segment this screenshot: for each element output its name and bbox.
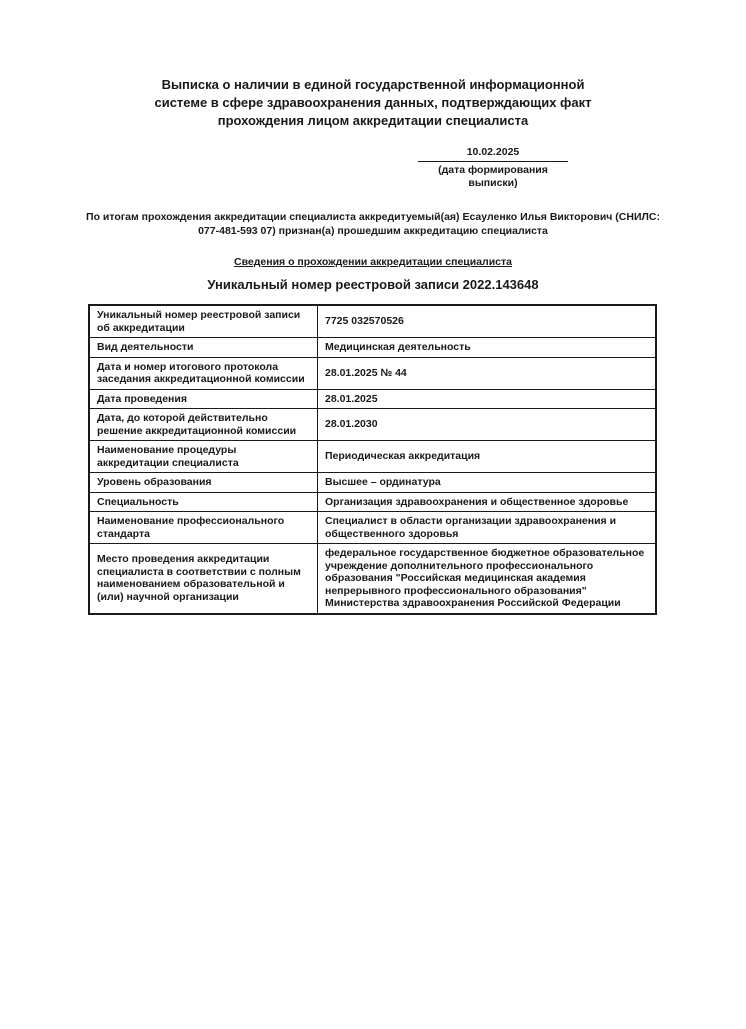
accreditation-details-table-body (89, 305, 656, 614)
row-label: Уникальный номер реестровой записи об аккредитации (89, 305, 318, 338)
row-value: 28.01.2030 (318, 409, 657, 441)
row-label: Дата проведения (89, 389, 318, 409)
accreditation-result-paragraph: По итогам прохождения аккредитации специалиста аккредитуемый(ая) Есауленко Илья Викторович (СНИЛС: 077-481-593 07) признан(а) прошедшим аккредитацию специалиста (86, 211, 660, 237)
table-row (89, 305, 656, 338)
row-value: федеральное государственное бюджетное образовательное учреждение дополнительного профессионального образования "Российская медицинская академия непрерывного профессионального образования" Министерства здравоохранения Российской Федерации (318, 544, 657, 614)
row-value: Специалист в области организации здравоохранения и общественного здоровья (318, 512, 657, 544)
table-row (89, 357, 656, 389)
table-row (89, 409, 656, 441)
extract-date-value: 10.02.2025 (418, 146, 568, 162)
row-value: 28.01.2025 (318, 389, 657, 409)
table-row (89, 338, 656, 358)
row-label: Наименование профессионального стандарта (89, 512, 318, 544)
row-label: Специальность (89, 492, 318, 512)
row-value: Медицинская деятельность (318, 338, 657, 358)
table-row (89, 441, 656, 473)
table-row (89, 544, 656, 614)
row-value: 28.01.2025 № 44 (318, 357, 657, 389)
registry-number-heading: Уникальный номер реестровой записи 2022.143648 (207, 277, 539, 292)
row-label: Дата и номер итогового протокола заседания аккредитационной комиссии (89, 357, 318, 389)
section-heading: Сведения о прохождении аккредитации специалиста (234, 256, 512, 268)
table-row (89, 389, 656, 409)
row-value: Организация здравоохранения и общественное здоровье (318, 492, 657, 512)
row-label: Место проведения аккредитации специалиста в соответствии с полным наименованием образовательной и (или) научной организации (89, 544, 318, 614)
extract-date-caption: (дата формирования выписки) (438, 164, 548, 189)
table-row (89, 512, 656, 544)
row-value: Периодическая аккредитация (318, 441, 657, 473)
row-label: Наименование процедуры аккредитации специалиста (89, 441, 318, 473)
accreditation-details-table (88, 304, 657, 615)
row-label: Вид деятельности (89, 338, 318, 358)
table-row (89, 473, 656, 493)
extract-date-block (418, 146, 568, 190)
document-title: Выписка о наличии в единой государственной информационной системе в сфере здравоохранения данных, подтверждающих факт прохождения лицом аккредитации специалиста (154, 77, 592, 128)
row-value: 7725 032570526 (318, 305, 657, 338)
row-label: Дата, до которой действительно решение аккредитационной комиссии (89, 409, 318, 441)
row-label: Уровень образования (89, 473, 318, 493)
row-value: Высшее – ординатура (318, 473, 657, 493)
table-row (89, 492, 656, 512)
